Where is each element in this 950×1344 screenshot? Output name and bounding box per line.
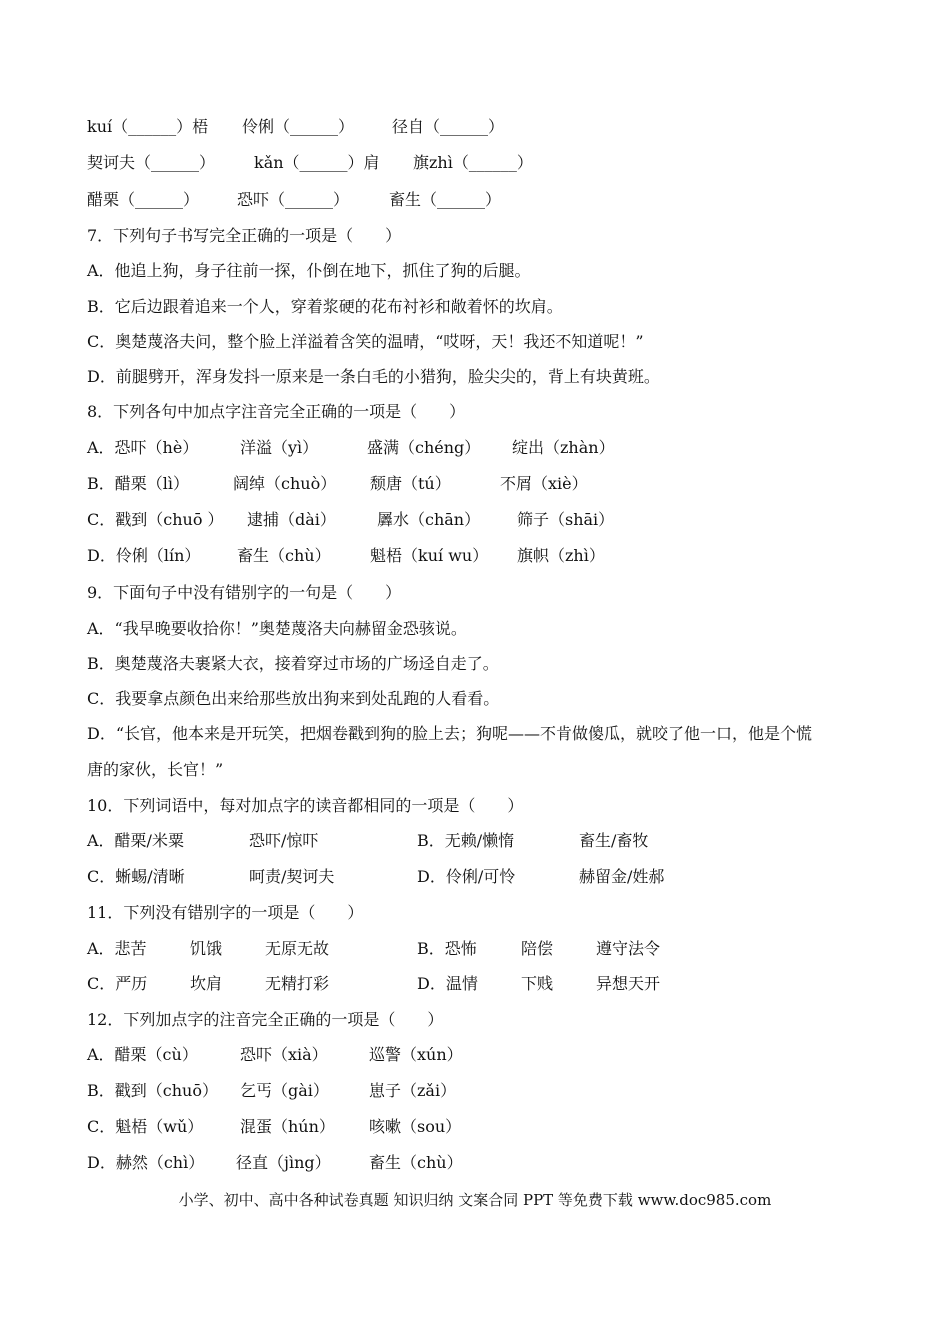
q7-option-b: B．它后边跟着追来一个人，穿着浆硬的花布衬衫和敞着怀的坎肩。 xyxy=(87,297,563,316)
fill-item: 畜生（______） xyxy=(389,190,502,209)
q8-item: C．戳到（chuō ） xyxy=(87,510,224,529)
q8-item: 阔绰（chuò） xyxy=(233,474,337,493)
q9-stem: 9．下面句子中没有错别字的一句是（ ） xyxy=(87,583,402,602)
q12-item: C．魁梧（wǔ） xyxy=(87,1117,204,1136)
q8-item: 畜生（chù） xyxy=(237,546,331,565)
q10-item: 赫留金/姓郝 xyxy=(579,867,665,886)
q7-option-c: C．奥楚蔑洛夫问，整个脸上洋溢着含笑的温晴，“哎呀，天！我还不知道呢！” xyxy=(87,332,644,351)
q10-item: 畜生/畜牧 xyxy=(579,831,649,850)
q10-item: B．无赖/懒惰 xyxy=(417,831,515,850)
q8-stem: 8．下列各句中加点字注音完全正确的一项是（ ） xyxy=(87,402,466,421)
q11-item: C．严历 xyxy=(87,974,148,993)
q12-item: 巡警（xún） xyxy=(369,1045,463,1064)
q8-item: 羼水（chān） xyxy=(377,510,481,529)
q8-item: 旗帜（zhì） xyxy=(517,546,605,565)
q8-item: 洋溢（yì） xyxy=(240,438,319,457)
q12-item: 畜生（chù） xyxy=(369,1153,463,1172)
q11-item: 坎肩 xyxy=(190,974,223,993)
fill-item: kuí（______）梧 xyxy=(87,117,209,136)
fill-item: kǎn（______）肩 xyxy=(254,153,380,172)
q10-item: A．醋栗/米粟 xyxy=(87,831,184,850)
q11-item: 异想天开 xyxy=(596,974,661,993)
q8-item: 魁梧（kuí wu） xyxy=(370,546,489,565)
q11-item: D．温情 xyxy=(417,974,478,993)
q11-item: 遵守法令 xyxy=(596,939,661,958)
q12-item: 恐吓（xià） xyxy=(240,1045,328,1064)
q7-option-a: A．他追上狗，身子往前一探，仆倒在地下，抓住了狗的后腿。 xyxy=(87,261,531,280)
q12-item: 咳嗽（sou） xyxy=(369,1117,462,1136)
q11-item: 无精打彩 xyxy=(265,974,330,993)
q7-option-d: D．前腿劈开，浑身发抖一原来是一条白毛的小猎狗，脸尖尖的，背上有块黄班。 xyxy=(87,367,660,386)
q11-item: A．悲苦 xyxy=(87,939,147,958)
q7-stem: 7．下列句子书写完全正确的一项是（ ） xyxy=(87,226,402,245)
q12-item: 崽子（zǎi） xyxy=(369,1081,457,1100)
fill-item: 醋栗（______） xyxy=(87,190,200,209)
q10-item: 恐吓/惊吓 xyxy=(249,831,319,850)
q10-item: 呵责/契诃夫 xyxy=(249,867,335,886)
q12-stem: 12．下列加点字的注音完全正确的一项是（ ） xyxy=(87,1010,444,1029)
q12-item: B．戳到（chuō） xyxy=(87,1081,218,1100)
q9-option-d-continued: 唐的家伙，长官！” xyxy=(87,760,224,779)
q8-item: 颓唐（tú） xyxy=(370,474,451,493)
fill-item: 径自（______） xyxy=(392,117,505,136)
q12-item: A．醋栗（cù） xyxy=(87,1045,198,1064)
q8-item: B．醋栗（lì） xyxy=(87,474,189,493)
q12-item: 混蛋（hún） xyxy=(240,1117,335,1136)
q10-stem: 10．下列词语中，每对加点字的读音都相同的一项是（ ） xyxy=(87,796,524,815)
q8-item: A．恐吓（hè） xyxy=(87,438,199,457)
q11-stem: 11．下列没有错别字的一项是（ ） xyxy=(87,903,364,922)
q9-option-a: A．“我早晚要收拾你！”奥楚蔑洛夫向赫留金恐骇说。 xyxy=(87,619,467,638)
q9-option-d: D．“长官，他本来是开玩笑，把烟卷戳到狗的脸上去；狗呢——不肯做傻瓜，就咬了他一口，他是个慌 xyxy=(87,724,813,743)
fill-item: 旗zhì（______） xyxy=(413,153,533,172)
q8-item: 筛子（shāi） xyxy=(517,510,615,529)
q11-item: 下贱 xyxy=(521,974,554,993)
q8-item: 盛满（chéng） xyxy=(367,438,481,457)
q11-item: 无原无故 xyxy=(265,939,330,958)
q12-item: D．赫然（chì） xyxy=(87,1153,205,1172)
q11-item: B．恐怖 xyxy=(417,939,477,958)
q11-item: 饥饿 xyxy=(190,939,223,958)
q8-item: 不屑（xiè） xyxy=(500,474,588,493)
q10-item: C．蜥蜴/清晰 xyxy=(87,867,185,886)
fill-item: 契诃夫（______） xyxy=(87,153,216,172)
q10-item: D．伶俐/可怜 xyxy=(417,867,516,886)
q8-item: 逮捕（dài） xyxy=(247,510,336,529)
q8-item: D．伶俐（lín） xyxy=(87,546,201,565)
q11-item: 陪偿 xyxy=(521,939,554,958)
q9-option-b: B．奥楚蔑洛夫裹紧大衣，接着穿过市场的广场迳自走了。 xyxy=(87,654,499,673)
q12-item: 径直（jìng） xyxy=(236,1153,331,1172)
q12-item: 乞丐（gài） xyxy=(240,1081,329,1100)
q9-option-c: C．我要拿点颜色出来给那些放出狗来到处乱跑的人看看。 xyxy=(87,689,500,708)
footer-advert: 小学、初中、高中各种试卷真题 知识归纳 文案合同 PPT 等免费下载 www.doc985.com xyxy=(178,1191,772,1209)
fill-item: 伶俐（______） xyxy=(242,117,355,136)
fill-item: 恐吓（______） xyxy=(237,190,350,209)
q8-item: 绽出（zhàn） xyxy=(512,438,615,457)
